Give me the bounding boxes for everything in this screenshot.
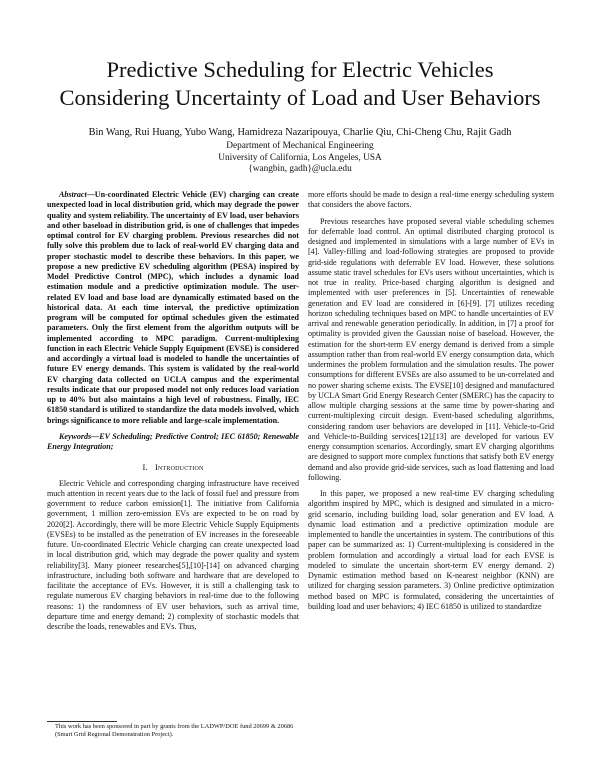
intro-paragraph-1: Electric Vehicle and corresponding charging infrastructure have received much attention in recent years due to the lack of fossil fuel and pressure from government to reduce carbon emission[1]. The initiative from California government, 1 million zero-emission EVs are expected to be on road by 2020[2]. Accordingly, there will be more Electric Vehicle Supply Equipments (EVSEs) to be installed as the penetration of EV increases in the foreseeable future. Un-coordinated Electric Vehicle charging can create unexpected load in local distribution grid, which may degrade the power quality and system reliability[3]. Many pioneer researches[5],[10]-[14] on advanced charging infrastructure, including both software and hardware that are developed to facilitate the acceptance of EVs. However, it is still a challenging task to regulate numerous EV charging behaviors in real-time due to the following reasons: 1) the randomness of EV user behaviors, such as arrival time, departure time and energy demand; 2) complexity of stochastic models that describe the loads, renewables and EVs. Thus, xyxy=(47,478,299,631)
keywords-label: Keywords xyxy=(59,431,92,441)
abstract-label: Abstract xyxy=(59,190,87,199)
keywords xyxy=(47,432,299,453)
affiliation-block xyxy=(100,141,500,176)
section-number: I. xyxy=(142,462,148,473)
keywords-text: —EV Scheduling; Predictive Control; IEC 61850; Renewable Energy Integration; xyxy=(47,431,299,451)
funding-footnote: This work has been sponsored in part by grants from the LADWP/DOE fund 20699 & 20686 (Smart Grid Regional Demonstration Project). xyxy=(55,723,294,738)
section-heading xyxy=(47,462,299,472)
intro-paragraph-continued: more efforts should be made to design a real-time energy scheduling system that considers the above factors. xyxy=(308,190,554,210)
university: University of California, Los Angeles, USA xyxy=(218,152,382,163)
title-line-1: Predictive Scheduling for Electric Vehicles xyxy=(106,57,494,82)
abstract-text: —Un-coordinated Electric Vehicle (EV) charging can create unexpected load in local distribution grid, which may degrade the power quality and system reliability. The uncertainty of EV load, user behaviors and other baseload in distribution grid, is one of challenges that impedes optimal control for EV charging problem. Previous researches did not fully solve this problem due to lack of real-world EV charging data and proper stochastic model to describe these behaviors. In this paper, we propose a new predictive EV scheduling algorithm (PESA) inspired by Model Predictive Control (MPC), which includes a dynamic load estimation module and a predictive optimization module. The user-related EV load and base load are dynamically estimated based on the historical data. At each time interval, the predictive optimization program will be computed for optimal schedules given the estimated parameters. Only the first element from the algorithm outputs will be implemented according to MPC paradigm. Current-multiplexing function in each Electric Vehicle Supply Equipment (EVSE) is considered and accordingly a virtual load is modeled to handle the uncertainties of future EV energy demands. This system is validated by the real-world EV charging data collected on UCLA campus and the experimental results indicate that our proposed model not only reduces load variation up to 40% but also maintains a high level of robustness. Finally, IEC 61850 standard is utilized to standardize the data models involved, which brings significance to more reliable and large-scale implementation. xyxy=(47,190,299,425)
title-line-2: Considering Uncertainty of Load and User Behaviors xyxy=(59,85,541,110)
section-title: Introduction xyxy=(154,462,204,473)
abstract xyxy=(47,190,299,426)
intro-paragraph-3: In this paper, we proposed a new real-time EV charging scheduling algorithm inspired by MPC, which is designed and simulated in a micro-grid scenario, including building load, solar generation and EV load. A dynamic load estimation and a predictive optimization module are implemented to handle the uncertainties in system. The contributions of this paper can be summarized as: 1) Current-multiplexing is considered in the problem formulation and accordingly a virtual load for each EVSE is modeled to simulate the uncertain short-term EV energy demand. 2) Dynamic estimation method based on K-nearest neighbor (KNN) are utilized for charging session parameters. 3) Online predictive optimization method based on MPC is formulated, considering the uncertainties of building load and user behaviors; 4) IEC 61850 is utilized to standardize xyxy=(308,489,554,611)
intro-paragraph-2: Previous researches have proposed several viable scheduling schemes for deferrable load control. An optimal distributed charging protocol is designed and implemented in simulations with a large number of EVs in [4]. Valley-filling and load-following strategies are proposed to provide grid-side regulations with deferrable EV load. However, these solutions assume static travel schedules for EVs users without uncertainties, which is not true in reality. Price-based charging algorithm is designed and implemented with user preferences in [5]. Uncertainties of renewable generation and EV load are considered in [6]-[9]. [7] utilizes receding horizon scheduling techniques based on MPC to handle uncertainties of EV arrival and renewable generation periodically. In addition, in [7] a proof for optimality is provided given the Gaussian noise of baseload. However, the estimation for the short-term EV energy demand is derived from a simple assumption rather than from real-world EV energy consumption data, which undermines the problem formulation and the simulation results. The power consumptions for different EVSEs are also assumed to be un-correlated and no power sharing scheme exists. The EVSE[10] designed and manufactured by UCLA Smart Grid Energy Research Center (SMERC) has the capacity to allow multiple charging sessions at the same time by power-sharing and current-multiplexing circuit design. Event-based scheduling algorithms, considering random user behaviors are developed in [11]. Vehicle-to-Grid and Vehicle-to-Building services[12],[13] are developed for various EV energy consumption scenarios. Accordingly, smart EV charging algorithms are designed to support more complex functions that satisfy both EV energy demand and also provide grid-side services, such as load flattening and load following. xyxy=(308,216,554,482)
author-list: Bin Wang, Rui Huang, Yubo Wang, Hamidreza Nazaripouya, Charlie Qiu, Chi-Cheng Chu, Rajit Gadh xyxy=(88,127,512,138)
department: Department of Mechanical Engineering xyxy=(226,141,374,151)
left-column xyxy=(47,190,299,632)
email: {wangbin, gadh}@ucla.edu xyxy=(248,164,352,175)
paper-title xyxy=(40,56,560,112)
footnote-divider xyxy=(47,721,117,722)
right-column xyxy=(308,190,554,612)
